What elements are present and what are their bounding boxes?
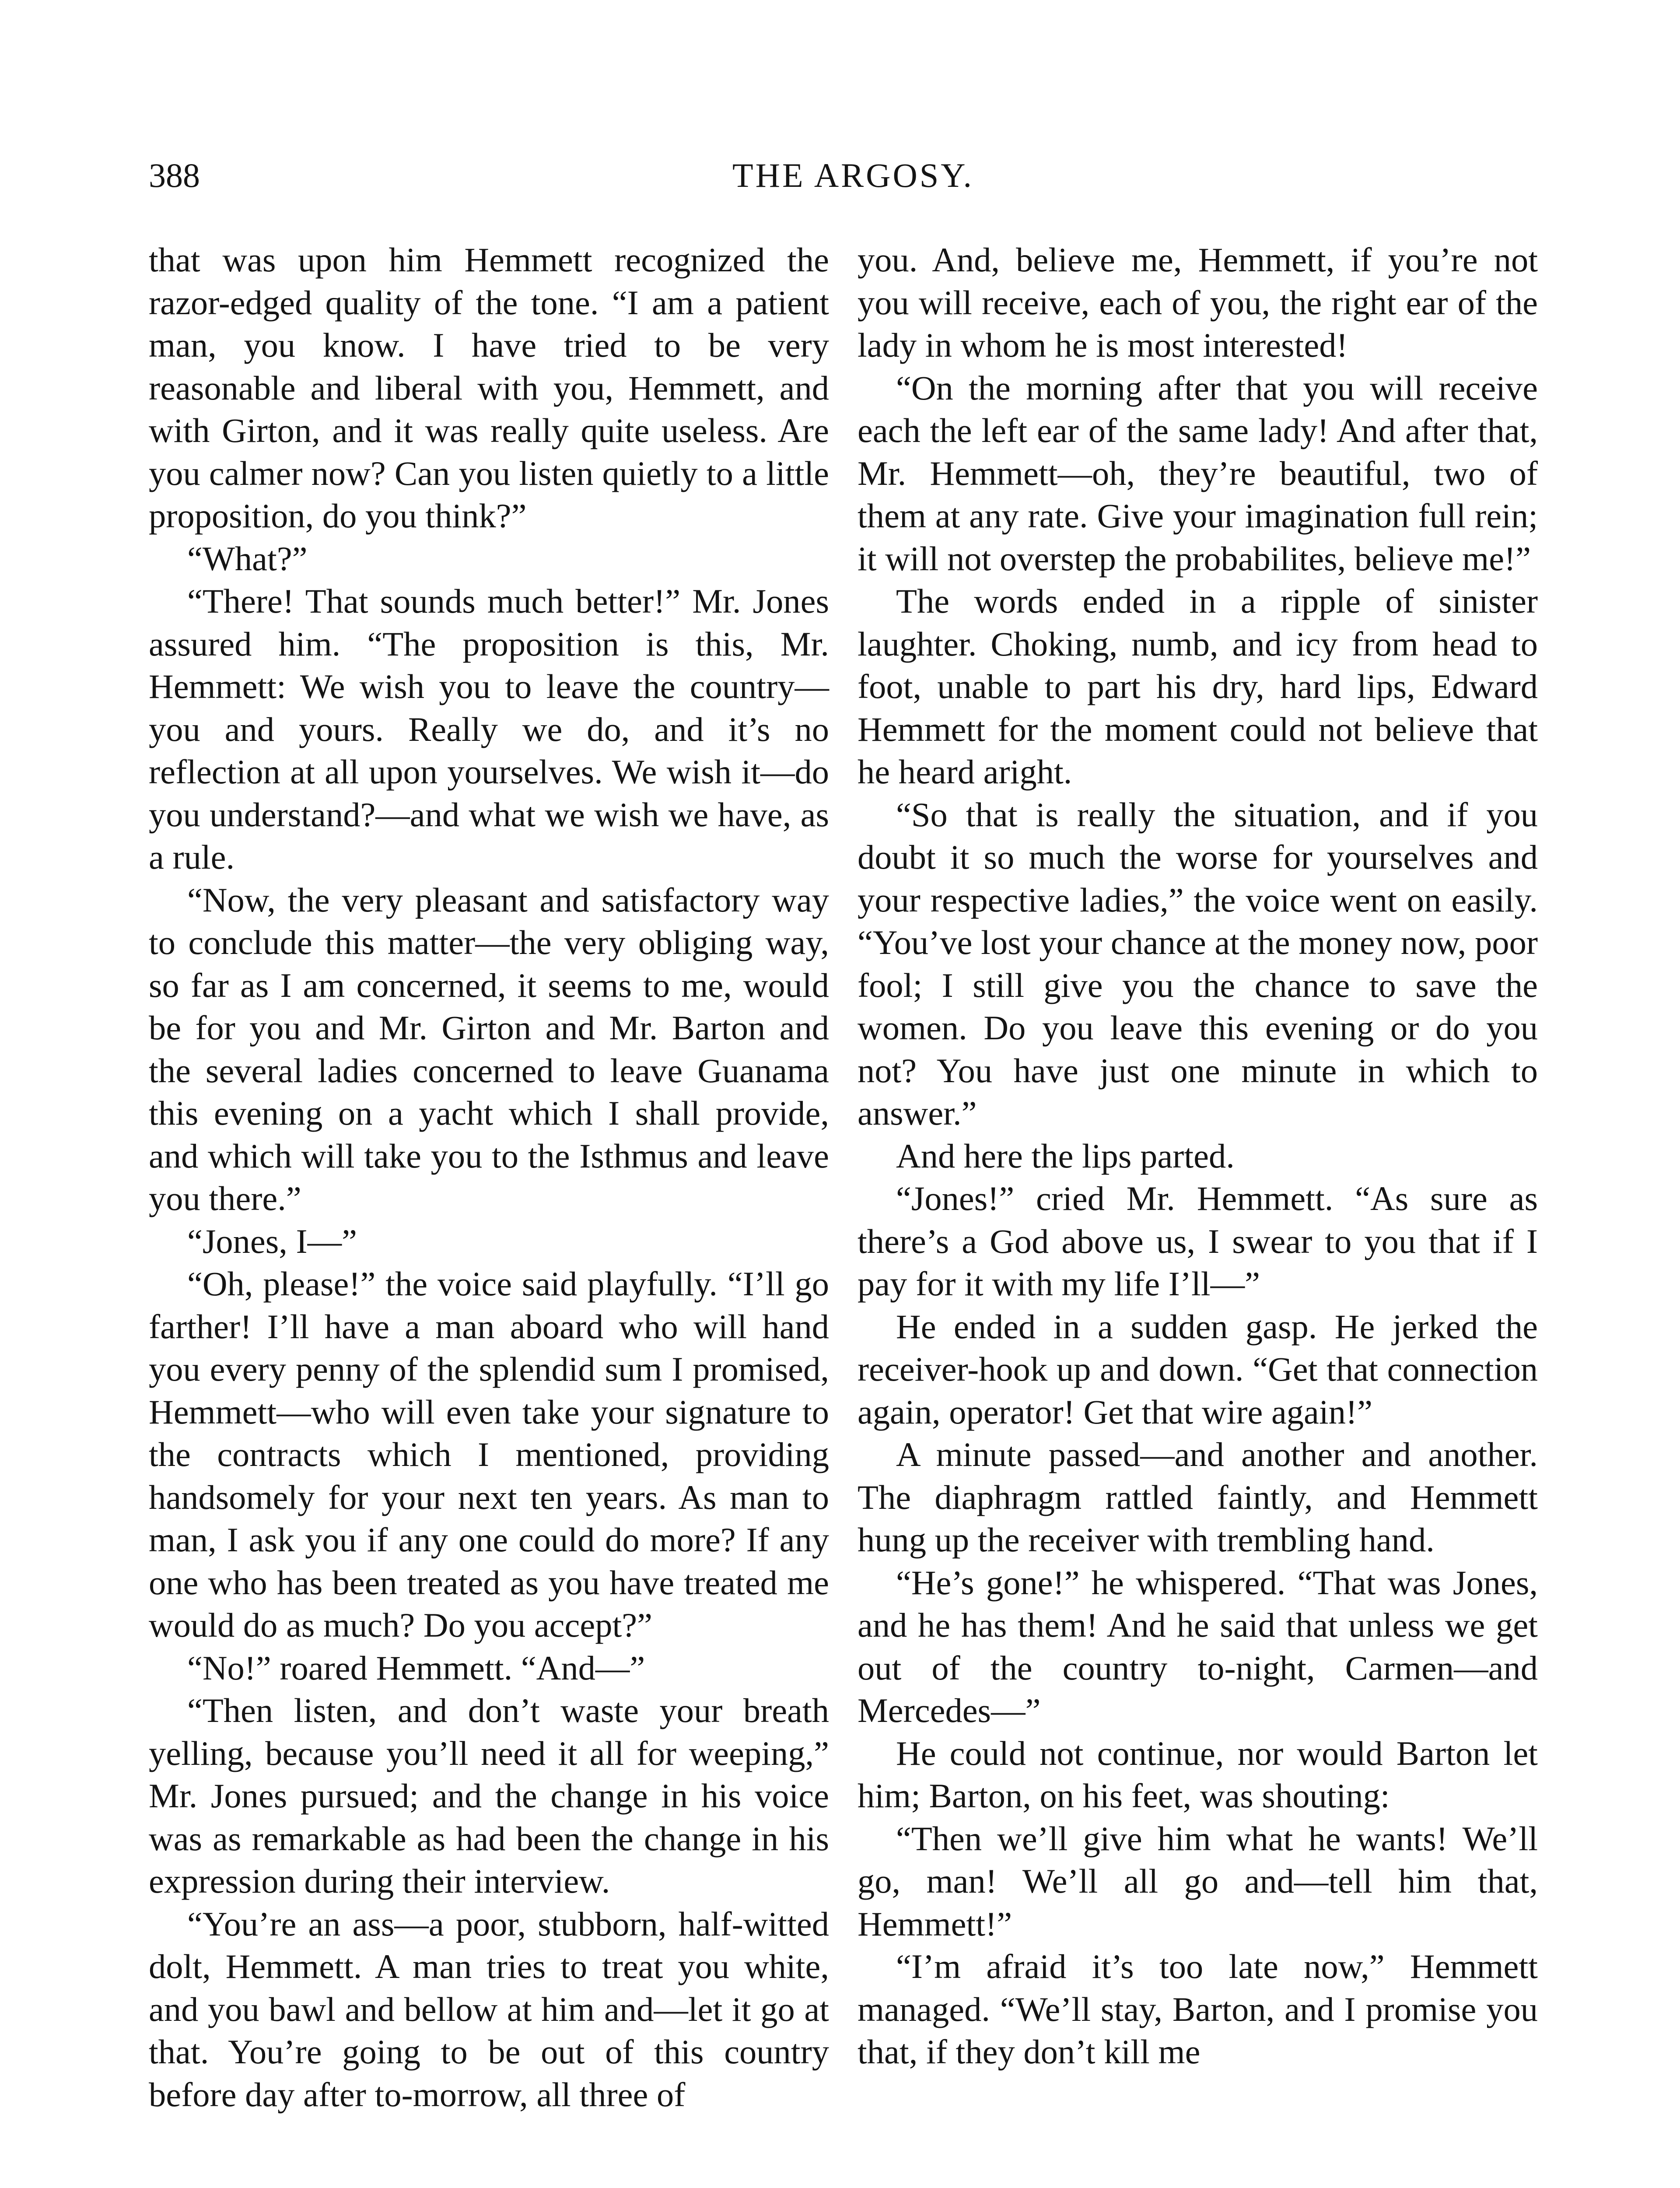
paragraph: “There! That sounds much better!” Mr. Jones assured him. “The proposition is this, Mr. Hemmett: We wish you to leave the country—you and yours. Really we do, and it’s no reflection at all upon yourselves. We wish it—do you understand?—and what we wish we have, as a rule. — [149, 582, 829, 876]
paragraph: “No!” roared Hemmett. “And—” — [187, 1648, 645, 1687]
paragraph: He could not continue, nor would Barton let him; Barton, on his feet, was shouting: — [858, 1734, 1538, 1815]
paragraph: “Oh, please!” the voice said playfully. “I’ll go farther! I’ll have a man aboard who will hand you every penny of the splendid sum I promised, Hemmett—who will even take your signature to the contracts which I mentioned, providing handsomely for your next ten years. As man to man, I ask you if any one could do more? If any one who has been treated as you have treated me would do as much? Do you accept?” — [149, 1265, 829, 1644]
paragraph: He ended in a sudden gasp. He jerked the receiver-hook up and down. “Get that connection again, operator! Get that wire again!” — [858, 1307, 1538, 1431]
paragraph: “Jones!” cried Mr. Hemmett. “As sure as there’s a God above us, I swear to you that if I pay for it with my life I’ll—” — [858, 1179, 1538, 1303]
left-column — [149, 238, 829, 2116]
paragraph: A minute passed—and another and another. The diaphragm rattled faintly, and Hemmett hung up the receiver with trembling hand. — [858, 1435, 1538, 1559]
paragraph: “He’s gone!” he whispered. “That was Jones, and he has them! And he said that unless we get out of the country to-night, Carmen—and Mercedes—” — [858, 1563, 1538, 1729]
paragraph: And here the lips parted. — [896, 1136, 1235, 1175]
paragraph: “On the morning after that you will receive each the left ear of the same lady! And after that, Mr. Hemmett—oh, they’re beautiful, two of them at any rate. Give your imagination full rein; it will not overstep the probabilites, believe me!” — [858, 368, 1538, 578]
paragraph: “What?” — [187, 539, 308, 578]
paragraph: “Then we’ll give him what he wants! We’ll go, man! We’ll all go and—tell him that, Hemmett!” — [858, 1819, 1538, 1943]
paragraph: you. And, believe me, Hemmett, if you’re not you will receive, each of you, the right ear of the lady in whom he is most interested! — [858, 241, 1538, 364]
running-title: THE ARGOSY. — [732, 156, 974, 194]
paragraph: “So that is really the situation, and if you doubt it so much the worse for yourselves and your respective ladies,” the voice went on easily. “You’ve lost your chance at the money now, poor fool; I still give you the chance to save the women. Do you leave this evening or do you not? You have just one minute in which to answer.” — [858, 795, 1538, 1132]
paragraph: “Then listen, and don’t waste your breath yelling, because you’ll need it all for weeping,” Mr. Jones pursued; and the change in his voice was as remarkable as had been the change in his expression during their interview. — [149, 1691, 829, 1900]
paragraph: that was upon him Hemmett recognized the razor-edged quality of the tone. “I am a patient man, you know. I have tried to be very reasonable and liberal with you, Hemmett, and with Girton, and it was really quite useless. Are you calmer now? Can you listen quietly to a little proposition, do you think?” — [149, 241, 829, 535]
page-number: 388 — [149, 156, 200, 194]
paragraph: “Jones, I—” — [187, 1222, 357, 1260]
paragraph: The words ended in a ripple of sinister laughter. Choking, numb, and icy from head to foot, unable to part his dry, hard lips, Edward Hemmett for the moment could not believe that he heard aright. — [858, 582, 1538, 791]
right-column — [858, 238, 1538, 2073]
paragraph: “I’m afraid it’s too late now,” Hemmett managed. “We’ll stay, Barton, and I promise you that, if they don’t kill me — [858, 1947, 1538, 2071]
paragraph: “Now, the very pleasant and satisfactory way to conclude this matter—the very obliging way, so far as I am concerned, it seems to me, would be for you and Mr. Girton and Mr. Barton and the several ladies concerned to leave Guanama this evening on a yacht which I shall provide, and which will take you to the Isthmus and leave you there.” — [149, 880, 829, 1217]
paragraph: “You’re an ass—a poor, stubborn, half-witted dolt, Hemmett. A man tries to treat you white, and you bawl and bellow at him and—let it go at that. You’re going to be out of this country before day after to-morrow, all three of — [149, 1904, 829, 2114]
